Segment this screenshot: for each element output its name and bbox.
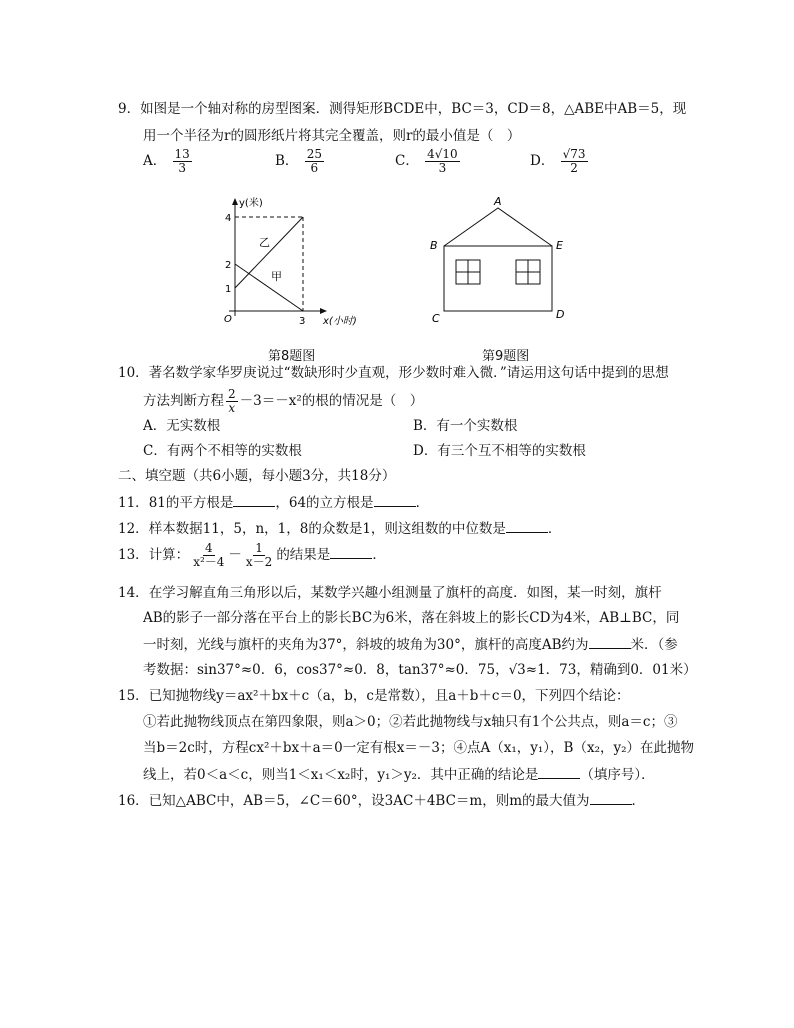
q13	[118, 542, 386, 569]
q10-frac-den: x	[228, 401, 236, 415]
fig8-ytick-4: 4	[225, 213, 232, 224]
q9-option-b-num: 25	[306, 147, 322, 161]
q9-option-a-den: 3	[178, 161, 186, 175]
q9-option-c-den: 3	[438, 161, 447, 175]
q13-f1-num: 4	[204, 541, 213, 555]
q14-text-2: AB的影子一部分落在平台上的影长BC为6米，落在斜坡上的影长CD为4米，AB⊥BC，同	[143, 610, 680, 626]
q15-text-3: 当b＝2c时，方程cx²＋bx＋a＝0一定有根x＝－3；④点A（x₁，y₁），B（x₂，y₂）在此抛物	[143, 740, 695, 756]
q15-line4	[143, 764, 655, 785]
q9-option-d-frac	[561, 148, 588, 175]
figure-8-graph	[215, 196, 375, 336]
q10-option-d: D．有三个互不相等的实数根	[413, 443, 586, 459]
q9-option-c-label: C．	[395, 153, 419, 169]
q15-number: 15．	[118, 688, 149, 704]
fig9-caption: 第9题图	[482, 349, 530, 364]
q9-option-a	[143, 148, 194, 175]
q15-line1	[118, 686, 630, 706]
q14-text-1: 在学习解直角三角形以后，某数学兴趣小组测量了旗杆的高度．如图，某一时刻，旗杆	[148, 585, 662, 601]
q15-text-1: 已知抛物线y＝ax²＋bx＋c（a，b，c是常数），且a＋b＋c＝0，下列四个结论：	[148, 688, 630, 704]
q9-option-a-frac	[173, 148, 192, 175]
q13-frac-2	[244, 542, 274, 569]
q10-option-b: B．有一个实数根	[413, 418, 518, 434]
q9-option-d-label: D．	[530, 153, 555, 169]
q14-text-3b: 米．（参	[630, 637, 678, 653]
q10-line2	[143, 388, 423, 415]
fig9-point-a: A	[494, 195, 502, 208]
fig8-y-arrow-icon	[232, 198, 238, 205]
q13-end: ．	[372, 547, 386, 563]
fig8-label-jia: 甲	[271, 270, 282, 283]
fig8-ytick-2: 2	[225, 260, 232, 271]
q16-blank	[590, 790, 632, 805]
q9-option-d	[530, 148, 590, 175]
fig8-label-yi: 乙	[259, 236, 270, 249]
q13-f2-den: x－2	[245, 555, 273, 569]
q16-text-a: 已知△ABC中，AB＝5，∠C＝60°，设3AC＋4BC＝m，则m的最大值为	[148, 793, 590, 809]
q11-blank-1	[233, 492, 275, 507]
fig8-origin: O	[224, 314, 232, 325]
q11-text-c: ．	[415, 495, 430, 511]
q12-blank	[506, 518, 548, 533]
q13-number: 13．	[118, 547, 149, 563]
q14-blank	[589, 634, 631, 649]
q10-fraction	[226, 388, 238, 415]
q11-blank-2	[374, 492, 416, 507]
fig8-x-label: x(小时)	[323, 316, 357, 327]
q16-number: 16．	[118, 793, 149, 809]
q10-option-c: C．有两个不相等的实数根	[143, 443, 302, 459]
fig8-line-yi	[235, 217, 303, 288]
q9-number: 9．	[118, 101, 141, 117]
fig9-roof	[444, 208, 552, 246]
q10-text-1: 著名数学家华罗庚说过“数缺形时少直观，形少数时难入微．”请运用这句话中提到的思想	[148, 365, 669, 381]
q14-number: 14．	[118, 585, 149, 601]
q12-text-a: 样本数据11，5，n，1，8的众数是1，则这组数的中位数是	[148, 521, 506, 537]
q15-blank	[538, 764, 580, 779]
fig9-point-d: D	[556, 308, 565, 321]
q12-number: 12．	[118, 521, 149, 537]
q13-post: 的结果是	[276, 547, 331, 563]
q13-frac-1	[191, 542, 226, 569]
fig9-point-c: C	[432, 312, 440, 325]
q13-f1-den: x²－4	[193, 555, 225, 569]
q10-line1	[118, 363, 669, 383]
q9-option-c	[395, 148, 462, 175]
q16	[118, 790, 645, 811]
fig8-caption: 第8题图	[268, 349, 316, 364]
q14-text-4: 考数据：sin37°≈0．6，cos37°≈0．8，tan37°≈0．75，√3≈1．73，精确到0．01米）	[143, 662, 697, 678]
q11-text-b: ，64的立方根是	[275, 495, 374, 511]
q11	[118, 492, 429, 513]
q13-f2-num: 1	[255, 541, 263, 555]
q9-option-d-num: √73	[562, 147, 586, 161]
q9-option-b-den: 6	[310, 161, 319, 175]
q9-text-1: 如图是一个轴对称的房型图案．测得矩形BCDE中，BC＝3，CD＝8，△ABE中AB＝5，现	[140, 101, 687, 117]
q9-option-d-den: 2	[570, 161, 578, 175]
fig8-line-jia	[235, 264, 303, 311]
q13-blank	[330, 544, 372, 559]
q15-text-4a: 线上，若0＜a＜c，则当1＜x₁＜x₂时，y₁＞y₂．其中正确的结论是	[143, 767, 539, 783]
q9-option-a-label: A．	[143, 153, 167, 169]
q11-number: 11．	[118, 495, 149, 511]
fig9-point-e: E	[556, 239, 563, 252]
q10-option-a: A．无实数根	[143, 418, 221, 434]
q12	[118, 518, 561, 539]
fig9-rectangle	[444, 246, 552, 311]
q10-frac-num: 2	[228, 387, 236, 401]
fig8-x-arrow-icon	[320, 308, 327, 314]
fig8-y-label: y(米)	[239, 198, 263, 209]
q10-text-2-post: －3＝－x²的根的情况是（ ）	[239, 393, 424, 409]
q12-text-b: ．	[547, 521, 562, 537]
q14-line3	[143, 634, 678, 655]
q14-line1	[118, 583, 662, 603]
q9-option-c-num: 4√10	[427, 147, 458, 161]
q15-text-4b: （填序号）．	[580, 767, 655, 783]
q10-number: 10．	[118, 365, 149, 381]
section-2-heading: 二、填空题（共6小题，每小题3分，共18分）	[118, 468, 396, 484]
q9-option-b	[275, 148, 326, 175]
q13-minus: －	[228, 547, 242, 563]
fig8-ytick-1: 1	[225, 284, 232, 295]
q10-text-2-pre: 方法判断方程	[143, 393, 224, 409]
q9-option-b-frac	[305, 148, 324, 175]
q9-option-c-frac	[425, 148, 460, 175]
fig9-point-b: B	[430, 239, 438, 252]
q9-text-2: 用一个半径为r的圆形纸片将其完全覆盖，则r的最小值是（ ）	[143, 128, 521, 144]
q14-text-3a: 一时刻，光线与旗杆的夹角为37°，斜坡的坡角为30°，旗杆的高度AB约为	[143, 637, 589, 653]
q11-text-a: 81的平方根是	[148, 495, 234, 511]
q9-line1	[118, 99, 686, 119]
fig8-xtick-3: 3	[299, 316, 306, 327]
q16-text-b: ．	[631, 793, 646, 809]
q9-option-a-num: 13	[174, 147, 190, 161]
q13-pre: 计算：	[148, 547, 190, 563]
q15-text-2: ①若此抛物线顶点在第四象限，则a＞0；②若此抛物线与x轴只有1个公共点，则a＝c；③	[143, 714, 678, 730]
figure-9-house	[425, 194, 575, 329]
q9-option-b-label: B．	[275, 153, 299, 169]
